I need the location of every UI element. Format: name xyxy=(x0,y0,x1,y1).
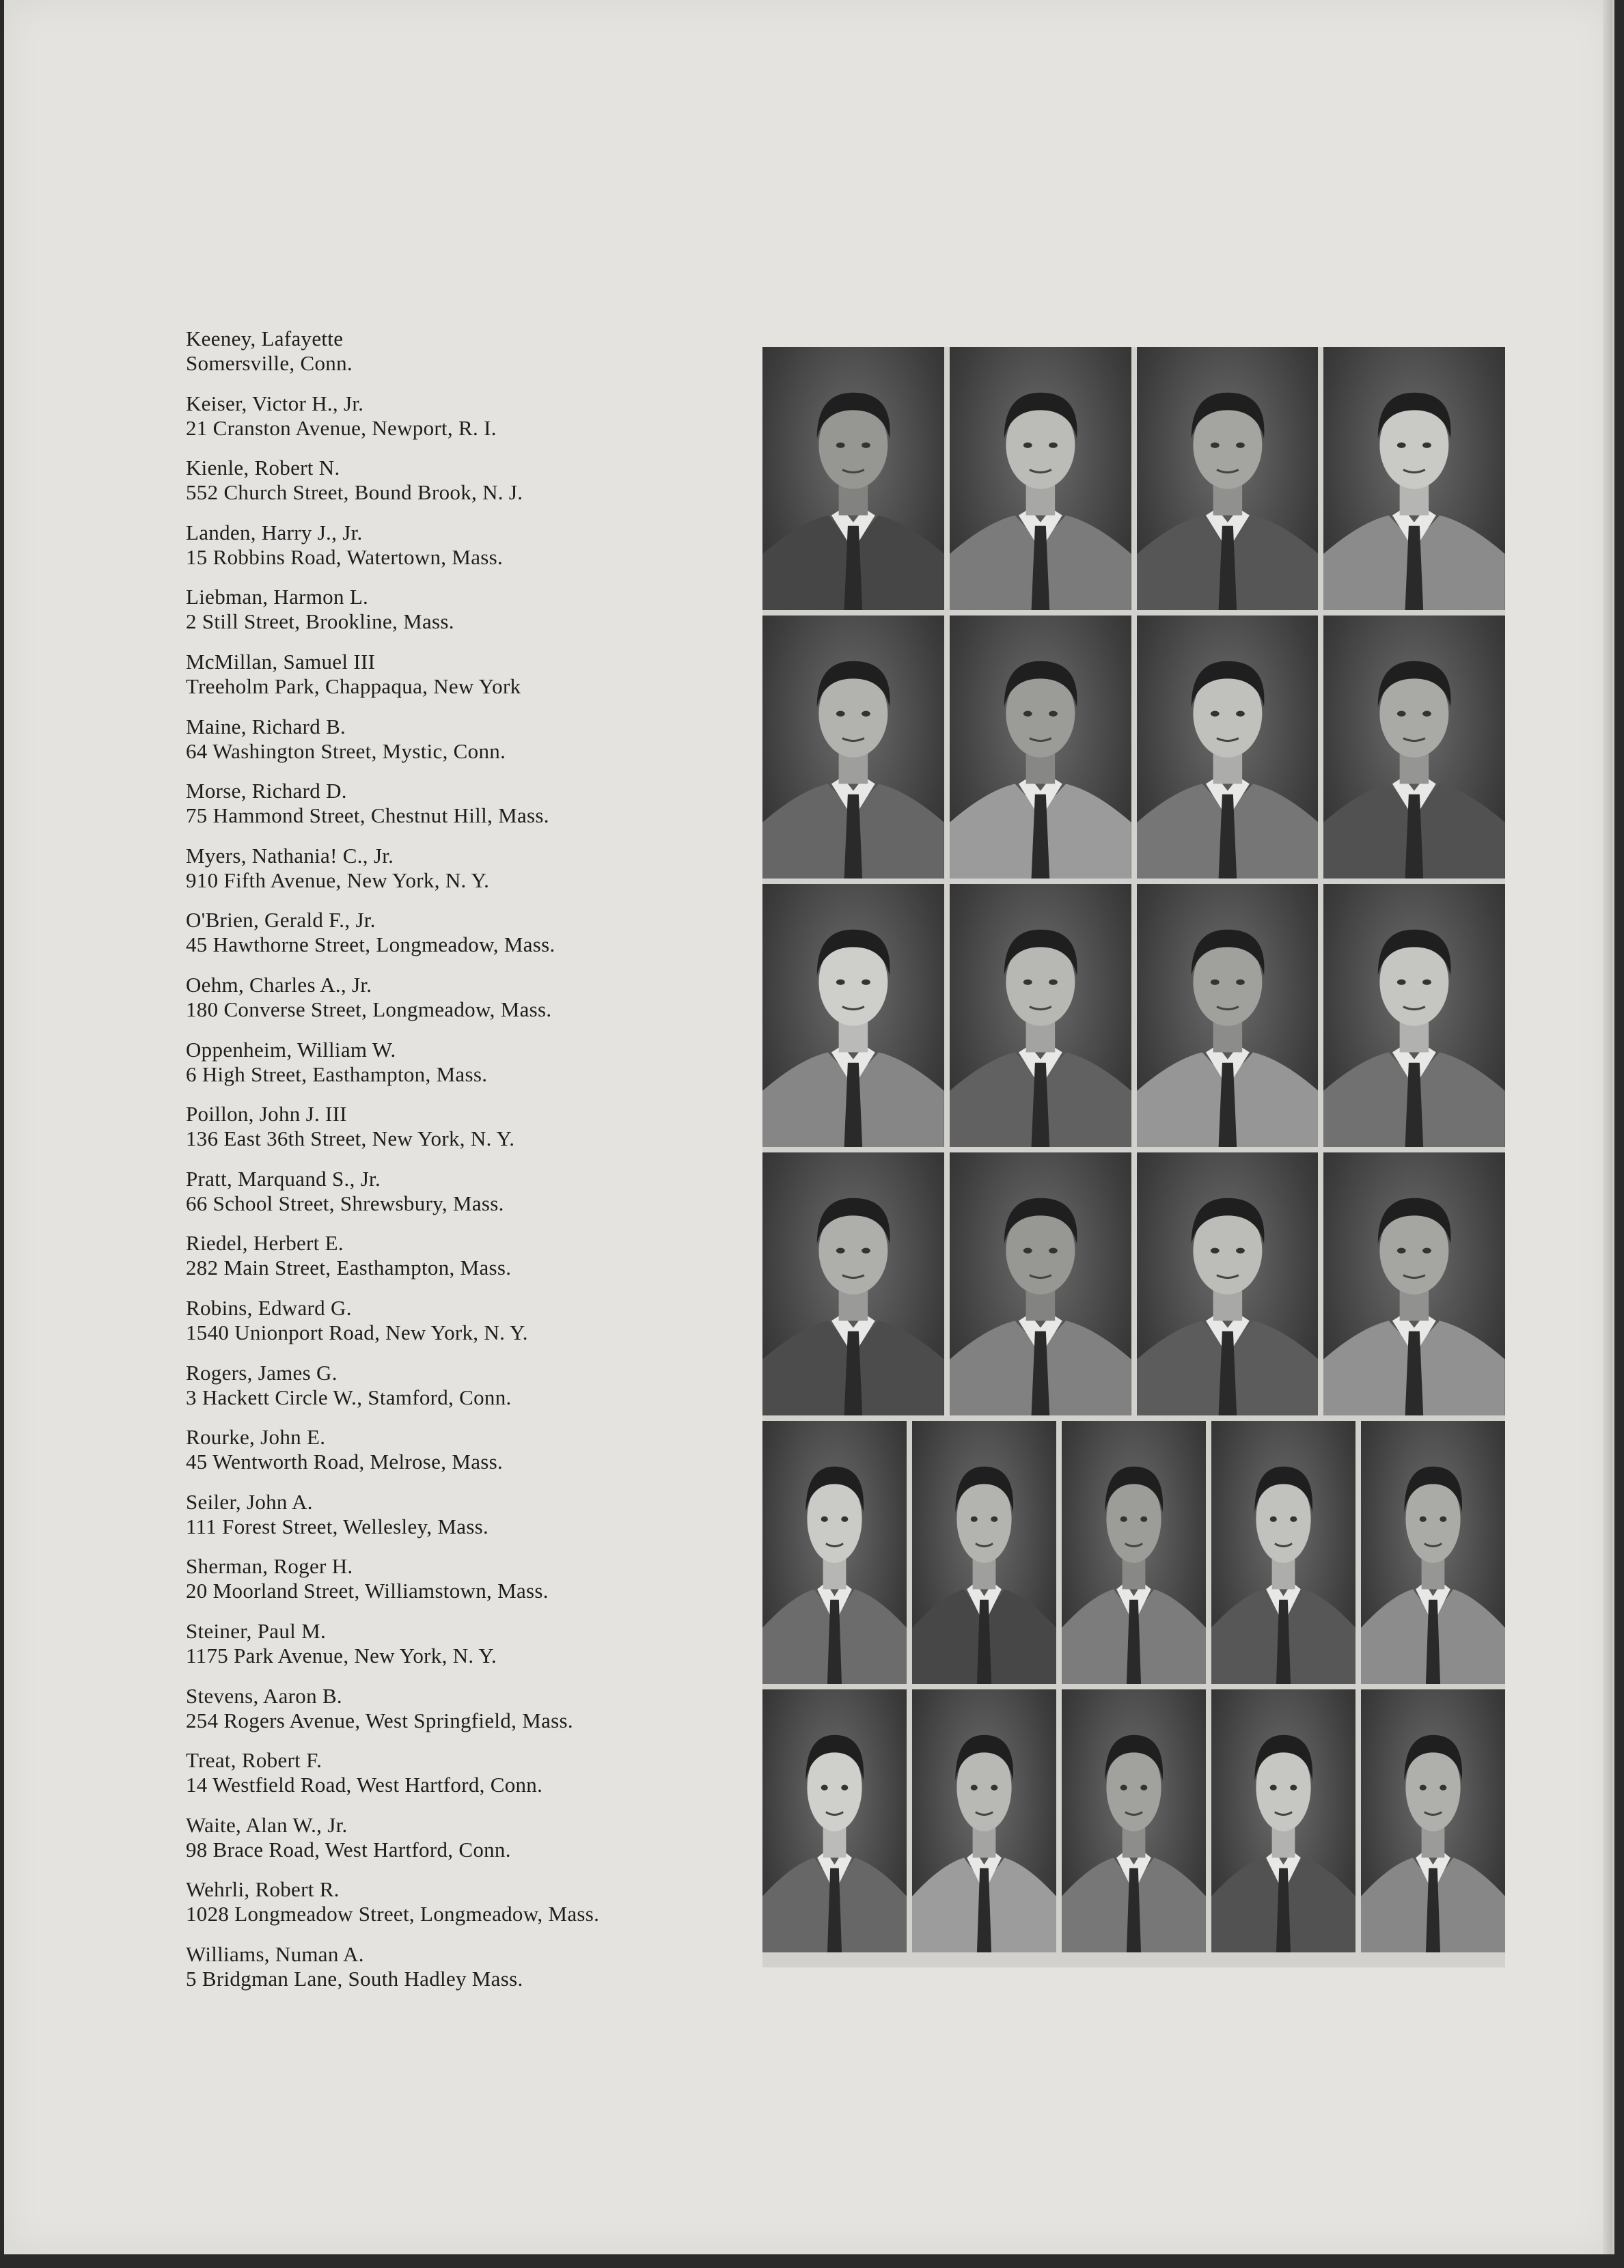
directory-entry xyxy=(186,1167,760,1216)
student-address: Treeholm Park, Chappaqua, New York xyxy=(186,674,521,698)
student-name: Kienle, Robert N. xyxy=(186,456,340,480)
student-name: Keeney, Lafayette xyxy=(186,327,344,350)
student-address: 45 Hawthorne Street, Longmeadow, Mass. xyxy=(186,932,555,957)
student-portrait xyxy=(912,1689,1056,1952)
student-address: 45 Wentworth Road, Melrose, Mass. xyxy=(186,1450,504,1474)
student-portrait xyxy=(950,347,1131,610)
student-address: 3 Hackett Circle W., Stamford, Conn. xyxy=(186,1385,512,1409)
student-portrait xyxy=(1323,884,1505,1147)
portrait-photo-grid xyxy=(762,347,1505,1967)
student-portrait xyxy=(762,1421,907,1684)
directory-entry xyxy=(186,1231,760,1280)
directory-entry xyxy=(186,327,760,376)
student-address: 552 Church Street, Bound Brook, N. J. xyxy=(186,480,523,505)
student-address: 98 Brace Road, West Hartford, Conn. xyxy=(186,1837,511,1862)
directory-entry xyxy=(186,391,760,441)
student-portrait xyxy=(1062,1421,1206,1684)
student-name: Waite, Alan W., Jr. xyxy=(186,1812,348,1837)
student-address: 2 Still Street, Brookline, Mass. xyxy=(186,609,454,634)
student-portrait xyxy=(1323,616,1505,879)
student-portrait xyxy=(950,1152,1131,1415)
directory-entry xyxy=(186,715,760,764)
student-portrait xyxy=(1137,347,1319,610)
student-portrait xyxy=(1137,1152,1319,1415)
student-address: 1028 Longmeadow Street, Longmeadow, Mass. xyxy=(186,1902,600,1926)
directory-entry xyxy=(186,1942,760,1991)
student-name: McMillan, Samuel III xyxy=(186,650,376,674)
directory-entry xyxy=(186,908,760,957)
student-portrait xyxy=(1323,347,1505,610)
student-portrait xyxy=(1361,1689,1505,1952)
student-portrait xyxy=(1062,1689,1206,1952)
student-name: Rogers, James G. xyxy=(186,1360,338,1385)
directory-entry xyxy=(186,521,760,570)
student-portrait xyxy=(1137,884,1319,1147)
student-name: Steiner, Paul M. xyxy=(186,1619,327,1643)
directory-entry xyxy=(186,1425,760,1474)
student-portrait xyxy=(1137,616,1319,879)
student-address: 14 Westfield Road, West Hartford, Conn. xyxy=(186,1773,543,1797)
student-portrait xyxy=(1361,1421,1505,1684)
student-address: 75 Hammond Street, Chestnut Hill, Mass. xyxy=(186,803,549,828)
student-name: Poillon, John J. III xyxy=(186,1102,347,1126)
student-address: 1175 Park Avenue, New York, N. Y. xyxy=(186,1644,497,1668)
student-address: 66 School Street, Shrewsbury, Mass. xyxy=(186,1191,504,1215)
directory-entry xyxy=(186,1102,760,1151)
directory-entry xyxy=(186,1490,760,1539)
yearbook-page xyxy=(4,0,1614,2254)
student-name: Wehrli, Robert R. xyxy=(186,1877,340,1902)
student-name: Seiler, John A. xyxy=(186,1489,313,1514)
student-address: 1540 Unionport Road, New York, N. Y. xyxy=(186,1320,528,1344)
student-name: Robins, Edward G. xyxy=(186,1296,352,1320)
student-address: 254 Rogers Avenue, West Springfield, Mass. xyxy=(186,1708,573,1732)
student-portrait xyxy=(762,1689,907,1952)
student-name: Stevens, Aaron B. xyxy=(186,1683,342,1708)
directory-entry xyxy=(186,973,760,1022)
student-name: Treat, Robert F. xyxy=(186,1748,322,1773)
student-address: 111 Forest Street, Wellesley, Mass. xyxy=(186,1514,489,1538)
student-name: Oppenheim, William W. xyxy=(186,1037,396,1062)
student-name: Landen, Harry J., Jr. xyxy=(186,520,363,544)
student-address: 6 High Street, Easthampton, Mass. xyxy=(186,1062,488,1086)
student-portrait xyxy=(762,347,944,610)
directory-entry xyxy=(186,1684,760,1733)
student-name: Riedel, Herbert E. xyxy=(186,1231,344,1256)
student-name: Morse, Richard D. xyxy=(186,779,347,803)
student-name: Sherman, Roger H. xyxy=(186,1554,353,1579)
student-portrait xyxy=(1211,1689,1355,1952)
directory-entry xyxy=(186,844,760,893)
directory-entry xyxy=(186,585,760,634)
student-address: 282 Main Street, Easthampton, Mass. xyxy=(186,1256,512,1280)
student-address: 15 Robbins Road, Watertown, Mass. xyxy=(186,544,504,569)
student-name: Williams, Numan A. xyxy=(186,1942,364,1966)
directory-entry xyxy=(186,456,760,505)
student-name: O'Brien, Gerald F., Jr. xyxy=(186,908,376,932)
student-portrait xyxy=(1323,1152,1505,1415)
student-name: Myers, Nathania! C., Jr. xyxy=(186,843,394,868)
directory-entry xyxy=(186,1619,760,1668)
directory-entry xyxy=(186,1813,760,1862)
student-portrait xyxy=(950,616,1131,879)
student-name: Oehm, Charles A., Jr. xyxy=(186,973,372,997)
student-address: 21 Cranston Avenue, Newport, R. I. xyxy=(186,415,497,440)
student-name: Liebman, Harmon L. xyxy=(186,585,369,609)
directory-entry xyxy=(186,1748,760,1797)
student-address: 136 East 36th Street, New York, N. Y. xyxy=(186,1126,515,1151)
directory-entry xyxy=(186,779,760,828)
directory-entry xyxy=(186,650,760,699)
directory-entry xyxy=(186,1296,760,1345)
student-name: Rourke, John E. xyxy=(186,1425,326,1450)
student-name: Pratt, Marquand S., Jr. xyxy=(186,1166,381,1191)
student-address: 64 Washington Street, Mystic, Conn. xyxy=(186,738,506,763)
student-address: 20 Moorland Street, Williamstown, Mass. xyxy=(186,1579,549,1603)
student-portrait xyxy=(1211,1421,1355,1684)
student-portrait xyxy=(762,884,944,1147)
student-portrait xyxy=(912,1421,1056,1684)
student-address: 910 Fifth Avenue, New York, N. Y. xyxy=(186,868,490,892)
student-address: 5 Bridgman Lane, South Hadley Mass. xyxy=(186,1967,523,1991)
student-portrait xyxy=(762,616,944,879)
directory-entry xyxy=(186,1877,760,1926)
directory-entry xyxy=(186,1554,760,1603)
student-name: Keiser, Victor H., Jr. xyxy=(186,391,364,415)
student-portrait xyxy=(950,884,1131,1147)
page-edge xyxy=(1603,0,1612,2254)
student-name: Maine, Richard B. xyxy=(186,714,346,738)
directory-entry xyxy=(186,1361,760,1410)
student-address: 180 Converse Street, Longmeadow, Mass. xyxy=(186,997,552,1021)
directory-entry xyxy=(186,1038,760,1087)
student-portrait xyxy=(762,1152,944,1415)
student-address: Somersville, Conn. xyxy=(186,351,353,375)
